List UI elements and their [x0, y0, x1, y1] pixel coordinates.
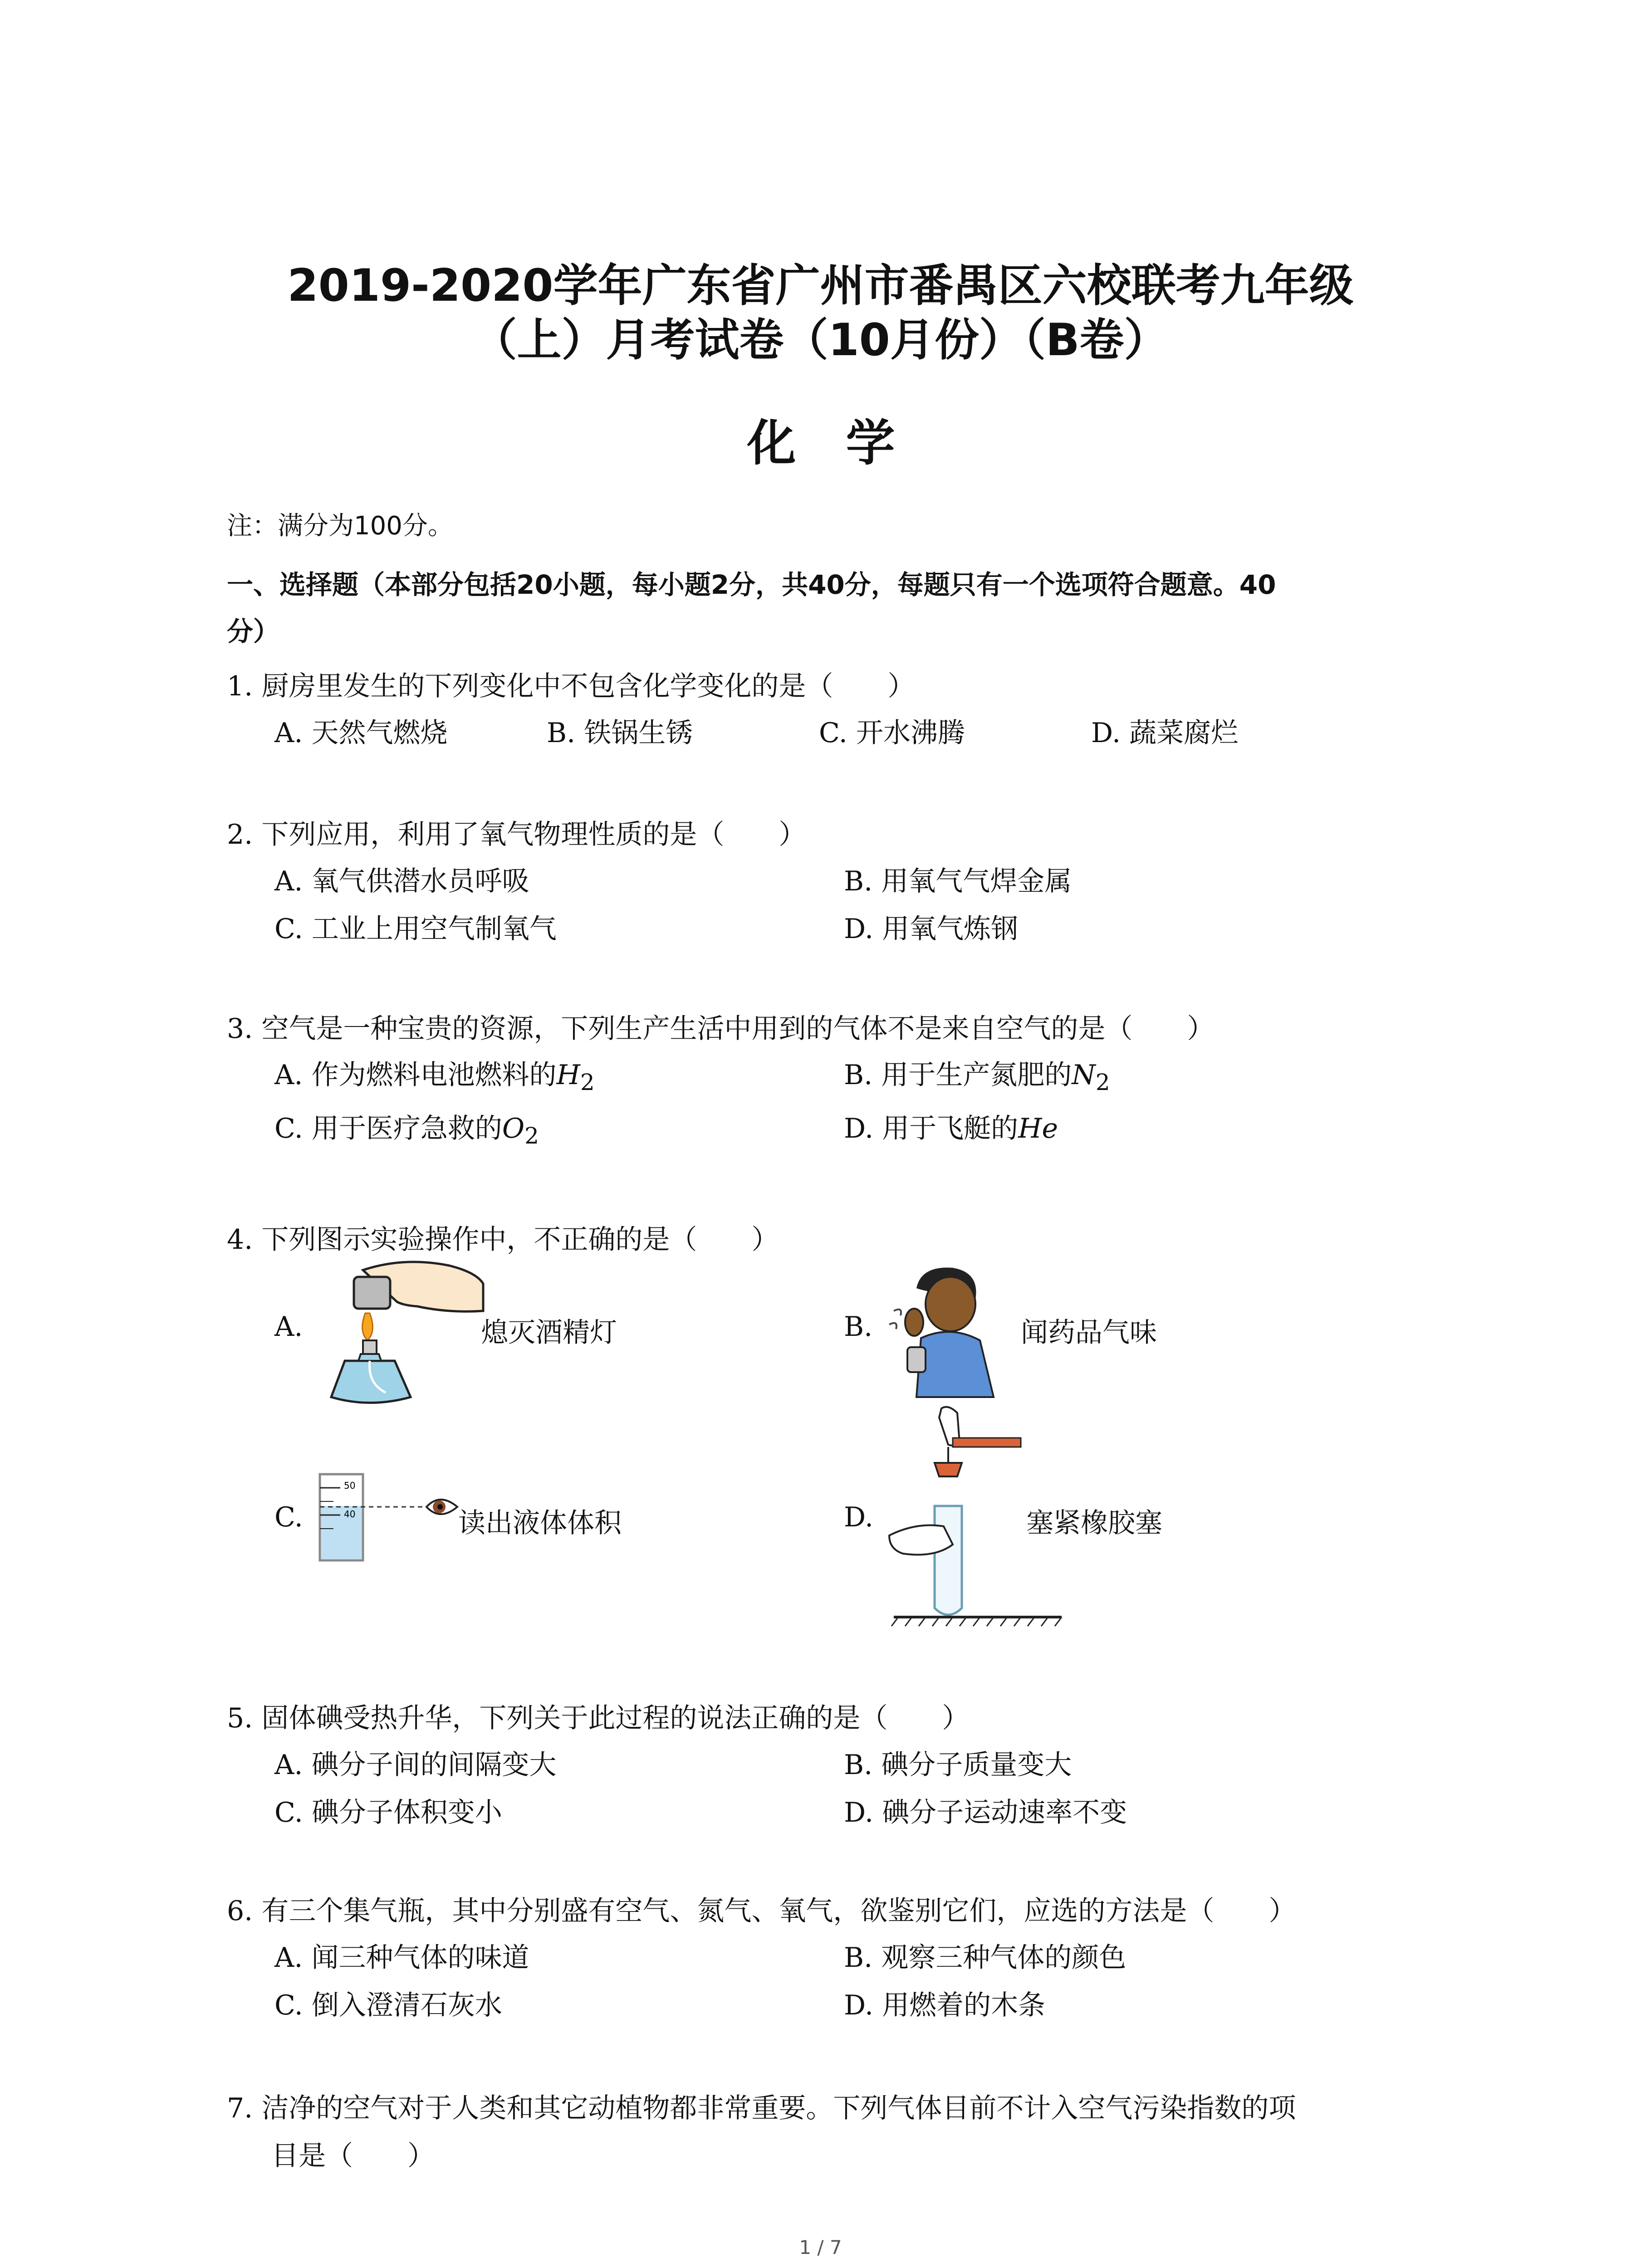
q6-stem: 6. 有三个集气瓶，其中分别盛有空气、氮气、氧气，欲鉴别它们，应选的方法是（ ）: [227, 1895, 1296, 1927]
q7-stem-line-2: 目是（ ）: [271, 2140, 435, 2172]
q1-option-a: A. 天然气燃烧: [274, 717, 448, 749]
q2-option-d: D. 用氧气炼钢: [844, 913, 1019, 945]
q2-stem: 2. 下列应用，利用了氧气物理性质的是（ ）: [227, 819, 806, 850]
q3-option-b: B. 用于生产氮肥的$N_2$: [844, 1059, 1110, 1095]
q4-option-c: C.: [274, 1501, 303, 1533]
section-heading-line-1: 一、选择题（本部分包括20小题，每小题2分，共40分，每题只有一个选项符合题意。40: [227, 569, 1276, 600]
q3-option-d: D. 用于飞艇的He: [844, 1113, 1058, 1144]
q3-option-c: C. 用于医疗急救的$O_2$: [274, 1113, 539, 1149]
q6-option-b: B. 观察三种气体的颜色: [844, 1942, 1127, 1974]
q3-option-c-formula: O: [502, 1113, 525, 1144]
page-number: 1 / 7: [799, 2236, 842, 2258]
q6-option-c: C. 倒入澄清石灰水: [274, 1989, 502, 2021]
q4-option-c-caption: 读出液体体积: [458, 1507, 622, 1539]
q4-option-b-caption: 闻药品气味: [1021, 1317, 1157, 1349]
q2-option-a: A. 氧气供潜水员呼吸: [274, 865, 529, 897]
q2-option-b: B. 用氧气气焊金属: [844, 865, 1072, 897]
q5-stem: 5. 固体碘受热升华，下列关于此过程的说法正确的是（ ）: [227, 1702, 970, 1734]
q5-option-a: A. 碘分子间的间隔变大: [274, 1749, 557, 1781]
q5-option-b: B. 碘分子质量变大: [844, 1749, 1072, 1781]
q1-stem: 1. 厨房里发生的下列变化中不包含化学变化的是（ ）: [227, 670, 915, 702]
q3-option-d-formula: He: [1018, 1113, 1058, 1144]
q1-option-c: C. 开水沸腾: [819, 717, 965, 749]
section-heading-line-2: 分）: [227, 616, 280, 647]
q1-option-d: D. 蔬菜腐烂: [1091, 717, 1239, 749]
q5-option-c: C. 碘分子体积变小: [274, 1797, 502, 1828]
q6-option-d: D. 用燃着的木条: [844, 1989, 1046, 2021]
q6-option-a: A. 闻三种气体的味道: [274, 1942, 529, 1974]
q4-option-d-caption: 塞紧橡胶塞: [1026, 1507, 1162, 1539]
q3-option-a-formula: H: [556, 1059, 580, 1091]
q3-option-a: A. 作为燃料电池燃料的$H_2$: [274, 1059, 595, 1095]
person-smelling-icon: [889, 1261, 1012, 1397]
q5-option-d: D. 碘分子运动速率不变: [844, 1797, 1127, 1828]
q3-option-b-formula: N: [1072, 1059, 1096, 1091]
title-line-2: （上）月考试卷（10月份）（B卷）: [472, 314, 1169, 366]
title-line-1: 2019-2020学年广东省广州市番禺区六校联考九年级: [287, 260, 1354, 312]
q4-option-a: A.: [274, 1311, 303, 1343]
q7-stem-line-1: 7. 洁净的空气对于人类和其它动植物都非常重要。下列气体目前不计入空气污染指数的项: [227, 2092, 1296, 2124]
score-note: 注：满分为100分。: [227, 511, 453, 541]
q2-option-c: C. 工业上用空气制氧气: [274, 913, 557, 945]
q3-stem: 3. 空气是一种宝贵的资源，下列生产生活中用到的气体不是来自空气的是（ ）: [227, 1013, 1215, 1045]
alcohol-lamp-icon: [313, 1252, 485, 1420]
q1-option-b: B. 铁锅生锈: [547, 717, 693, 749]
q4-option-b: B.: [844, 1311, 873, 1343]
q4-stem: 4. 下列图示实验操作中，不正确的是（ ）: [227, 1224, 779, 1256]
q4-option-a-caption: 熄灭酒精灯: [481, 1317, 617, 1349]
graduated-cylinder-icon: [313, 1474, 463, 1565]
cylinder-tick-40: 40: [344, 1509, 356, 1520]
q4-option-d: D.: [844, 1501, 874, 1533]
cylinder-tick-50: 50: [344, 1480, 356, 1491]
subject-heading: 化学: [747, 415, 945, 472]
